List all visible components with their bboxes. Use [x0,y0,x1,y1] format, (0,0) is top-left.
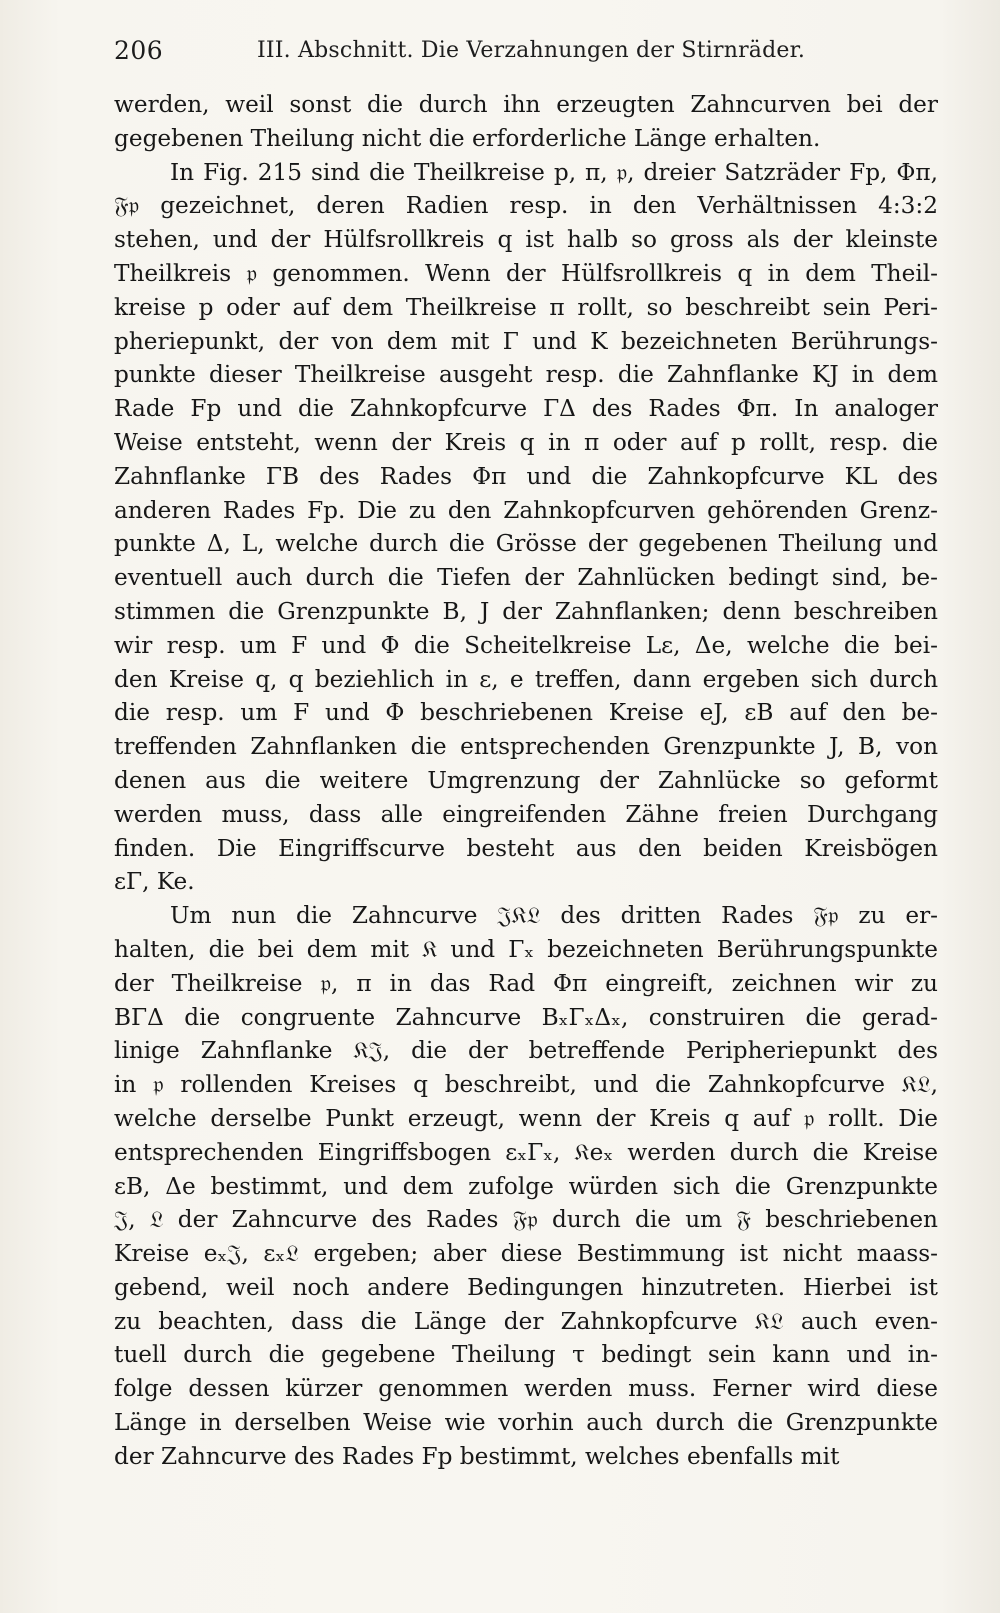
text-line: den Kreise q, q beziehlich in ε, e treffen, dann ergeben sich durch [114,665,938,693]
text-line: punkte Δ, L, welche durch die Grösse der gegebenen Theilung und [114,530,938,558]
text-line: Theilkreis 𝔭 genommen. Wenn der Hülfsrollkreis q in dem Theil- [114,259,938,287]
text-line: In Fig. 215 sind die Theilkreise p, π, 𝔭, dreier Satzräder Fp, Φπ, [170,158,938,186]
text-line: linige Zahnflanke 𝔎𝔍, die der betreffende Peripheriepunkt des [114,1037,938,1065]
text-line: εΓ, Ke. [114,868,195,896]
paragraph [114,156,938,900]
text-line: stimmen die Grenzpunkte B, J der Zahnflanken; denn beschreiben [114,597,938,625]
text-line: folge dessen kürzer genommen werden muss. Ferner wird diese [114,1375,938,1403]
text-line: finden. Die Eingriffscurve besteht aus den beiden Kreisbögen [114,834,938,862]
running-title: III. Abschnitt. Die Verzahnungen der Stirnräder. [257,38,806,63]
text-line: Zahnflanke ΓB des Rades Φπ und die Zahnkopfcurve KL des [114,462,938,490]
text-line: der Theilkreise 𝔭, π in das Rad Φπ eingreift, zeichnen wir zu [114,969,938,997]
text-line: Rade Fp und die Zahnkopfcurve ΓΔ des Rades Φπ. In analoger [114,395,938,423]
text-line: anderen Rades Fp. Die zu den Zahnkopfcurven gehörenden Grenz- [114,496,938,524]
text-line: werden, weil sonst die durch ihn erzeugten Zahncurven bei der [114,91,938,118]
paragraph [114,899,938,1474]
text-line: Länge in derselben Weise wie vorhin auch durch die Grenzpunkte [114,1409,938,1437]
text-line: Um nun die Zahncurve 𝔍𝔎𝔏 des dritten Rades 𝔉𝔭 zu er- [170,902,938,930]
page-number: 206 [114,36,164,65]
text-line: gegebenen Theilung nicht die erforderliche Länge erhalten. [114,124,821,152]
text-line: der Zahncurve des Rades Fp bestimmt, welches ebenfalls mit [114,1442,840,1470]
text-line: gebend, weil noch andere Bedingungen hinzutreten. Hierbei ist [114,1273,938,1301]
text-line: zu beachten, dass die Länge der Zahnkopfcurve 𝔎𝔏 auch even- [114,1307,938,1335]
text-line: kreise p oder auf dem Theilkreise π rollt, so beschreibt sein Peri- [114,293,938,321]
text-line: 𝔉𝔭 gezeichnet, deren Radien resp. in den Verhältnissen 4:3:2 [114,192,938,220]
text-line: treffenden Zahnflanken die entsprechenden Grenzpunkte J, B, von [114,733,938,761]
text-line: die resp. um F und Φ beschriebenen Kreise eJ, εB auf den be- [114,699,938,727]
text-line: eventuell auch durch die Tiefen der Zahnlücken bedingt sind, be- [114,564,938,592]
text-line: BΓΔ die congruente Zahncurve BₓΓₓΔₓ, construiren die gerad- [114,1003,938,1031]
text-line: pheriepunkt, der von dem mit Γ und K bezeichneten Berührungs- [114,327,938,355]
body-text [114,88,938,1474]
running-head [114,34,934,74]
text-line: 𝔍, 𝔏 der Zahncurve des Rades 𝔉𝔭 durch die um 𝔉 beschriebenen [114,1206,938,1234]
text-line: denen aus die weitere Umgrenzung der Zahnlücke so geformt [114,766,938,794]
text-line: halten, die bei dem mit 𝔎 und Γₓ bezeichneten Berührungspunkte [114,935,938,963]
text-line: entsprechenden Eingriffsbogen εₓΓₓ, 𝔎eₓ werden durch die Kreise [114,1138,938,1166]
text-line: Kreise eₓ𝔍, εₓ𝔏 ergeben; aber diese Bestimmung ist nicht maass- [114,1240,938,1268]
text-line: welche derselbe Punkt erzeugt, wenn der Kreis q auf 𝔭 rollt. Die [114,1104,938,1132]
paragraph [114,88,938,156]
text-line: wir resp. um F und Φ die Scheitelkreise Lε, Δe, welche die bei- [114,631,938,659]
text-line: Weise entsteht, wenn der Kreis q in π oder auf p rollt, resp. die [114,428,938,456]
text-line: in 𝔭 rollenden Kreises q beschreibt, und die Zahnkopfcurve 𝔎𝔏, [114,1071,938,1099]
text-line: werden muss, dass alle eingreifenden Zähne freien Durchgang [114,800,938,828]
text-line: punkte dieser Theilkreise ausgeht resp. die Zahnflanke KJ in dem [114,361,938,389]
text-line: stehen, und der Hülfsrollkreis q ist halb so gross als der kleinste [114,226,938,254]
text-line: εB, Δe bestimmt, und dem zufolge würden sich die Grenzpunkte [114,1172,938,1200]
text-line: tuell durch die gegebene Theilung τ bedingt sein kann und in- [114,1341,938,1369]
